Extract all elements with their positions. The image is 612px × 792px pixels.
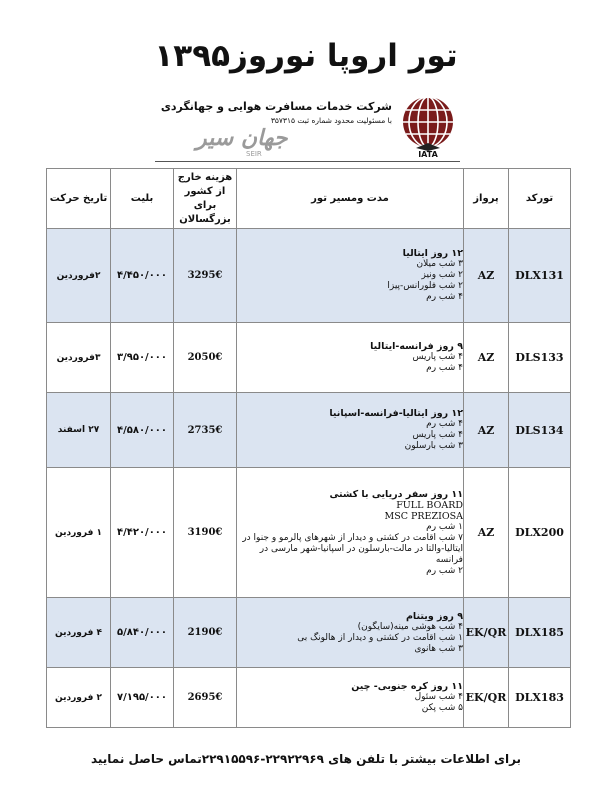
table-row	[47, 598, 571, 668]
extra-cost: 2050€	[174, 323, 237, 393]
airline: AZ	[464, 468, 509, 598]
route-title: ۱۲ روز ایتالیا-فرانسه-اسپانیا	[329, 408, 463, 419]
route-line: ۱ شب رم	[426, 521, 463, 532]
route-line: ۴ شب رم	[426, 292, 463, 302]
route-line: ۲ شب فلورانس-پیزا	[387, 281, 463, 291]
tour-code: DLS133	[509, 323, 571, 393]
company-brand-sub: SEIR	[246, 150, 262, 158]
route-line: ۴ شب رم	[426, 363, 463, 373]
ticket-price: ۴/۴۲۰/۰۰۰	[111, 468, 174, 598]
company-registration: با مسئولیت محدود شماره ثبت ۳۵۷۳۱۵	[270, 116, 392, 125]
route-line: ۵ شب پکن	[421, 703, 463, 713]
route-line: ۲ شب رم	[426, 565, 463, 576]
route-line: ۴ شب رم	[426, 419, 463, 429]
route-line: ۳ شب هانوی	[414, 643, 463, 654]
table-row	[47, 323, 571, 393]
tour-code: DLS134	[509, 393, 571, 468]
header-airline: پرواز	[464, 169, 509, 229]
ticket-price: ۳/۹۵۰/۰۰۰	[111, 323, 174, 393]
route-cell	[237, 229, 464, 323]
route-title: ۱۲ روز ایتالیا	[402, 248, 463, 259]
extra-cost: 3190€	[174, 468, 237, 598]
table-row	[47, 668, 571, 728]
departure-date: ۳فروردین	[47, 323, 111, 393]
route-line: ۷ شب اقامت در کشتی و دیدار از شهرهای پالرمو و جنوا در	[242, 532, 463, 543]
tour-code: DLX183	[509, 668, 571, 728]
header-ticket: بلیت	[111, 169, 174, 229]
departure-date: ۲۷ اسفند	[47, 393, 111, 468]
departure-date: ۲ فروردین	[47, 668, 111, 728]
svg-text:IATA: IATA	[418, 150, 438, 158]
page-title: تور اروپا نوروز۱۳۹۵	[154, 38, 458, 74]
route-title: ۹ روز ویتنام	[405, 610, 463, 622]
ticket-price: ۵/۸۴۰/۰۰۰	[111, 598, 174, 668]
table-row	[47, 468, 571, 598]
route-line: FULL BOARD	[396, 499, 463, 511]
route-cell	[237, 668, 464, 728]
route-title: ۱۱ روز سفر دریایی با کشتی	[329, 488, 463, 500]
header-departure-date: تاریخ حرکت	[47, 169, 111, 229]
route-line: ۲ شب ونیز	[421, 270, 463, 280]
departure-date: ۱ فروردین	[47, 468, 111, 598]
extra-cost: 2190€	[174, 598, 237, 668]
departure-date: ۴ فروردین	[47, 598, 111, 668]
route-line: ۳ شب میلان	[416, 259, 463, 269]
company-name: شرکت خدمات مسافرت هوایی و جهانگردی	[160, 100, 392, 113]
airline: AZ	[464, 229, 509, 323]
extra-cost: 3295€	[174, 229, 237, 323]
ticket-price: ۴/۴۵۰/۰۰۰	[111, 229, 174, 323]
ticket-price: ۴/۵۸۰/۰۰۰	[111, 393, 174, 468]
header-route: مدت ومسیر تور	[237, 169, 464, 229]
tour-code: DLX200	[509, 468, 571, 598]
route-line: MSC PREZIOSA	[384, 510, 463, 522]
ticket-price: ۷/۱۹۵/۰۰۰	[111, 668, 174, 728]
contact-footer: برای اطلاعات بیشتر با تلفن های ۲۲۹۲۲۹۶۹-۲۲۹۱۵۵۹۶تماس حاصل نمایید	[90, 752, 522, 766]
tour-code: DLX185	[509, 598, 571, 668]
table-header-row	[47, 169, 571, 229]
company-header	[150, 92, 462, 162]
route-title: ۱۱ روز کره جنوبی- چین	[351, 681, 463, 692]
iata-globe-logo	[398, 94, 458, 158]
route-cell	[237, 393, 464, 468]
header-extra-cost: هزینه خارج از کشور برای بزرگسالان	[174, 169, 237, 229]
route-cell	[237, 598, 464, 668]
airline: AZ	[464, 393, 509, 468]
route-cell	[237, 323, 464, 393]
table-row	[47, 393, 571, 468]
route-line: ایتالیا-والتا در مالت-بارسلون در اسپانیا-شهر مارسی در	[259, 543, 463, 554]
company-brand-logo: جهان سیر	[196, 126, 288, 151]
route-line: ۴ شب سئول	[414, 692, 463, 702]
departure-date: ۲فروردین	[47, 229, 111, 323]
extra-cost: 2735€	[174, 393, 237, 468]
route-line: ۳ شب بارسلون	[404, 441, 463, 451]
header-divider	[155, 161, 460, 162]
tours-table	[46, 168, 571, 728]
airline: EK/QR	[464, 598, 509, 668]
tour-code: DLX131	[509, 229, 571, 323]
route-line: ۱ شب اقامت در کشتی و دیدار از هالونگ بی	[297, 632, 463, 643]
route-line: ۴ شب پاریس	[412, 430, 463, 440]
extra-cost: 2695€	[174, 668, 237, 728]
airline: AZ	[464, 323, 509, 393]
airline: EK/QR	[464, 668, 509, 728]
route-line: ۴ شب پاریس	[412, 352, 463, 362]
table-row	[47, 229, 571, 323]
route-line: فرانسه	[435, 554, 463, 565]
header-tour-code: تورکد	[509, 169, 571, 229]
route-cell	[237, 468, 464, 598]
route-line: ۴ شب هوشی مینه(سایگون)	[357, 621, 463, 632]
route-title: ۹ روز فرانسه-ایتالیا	[370, 341, 463, 352]
